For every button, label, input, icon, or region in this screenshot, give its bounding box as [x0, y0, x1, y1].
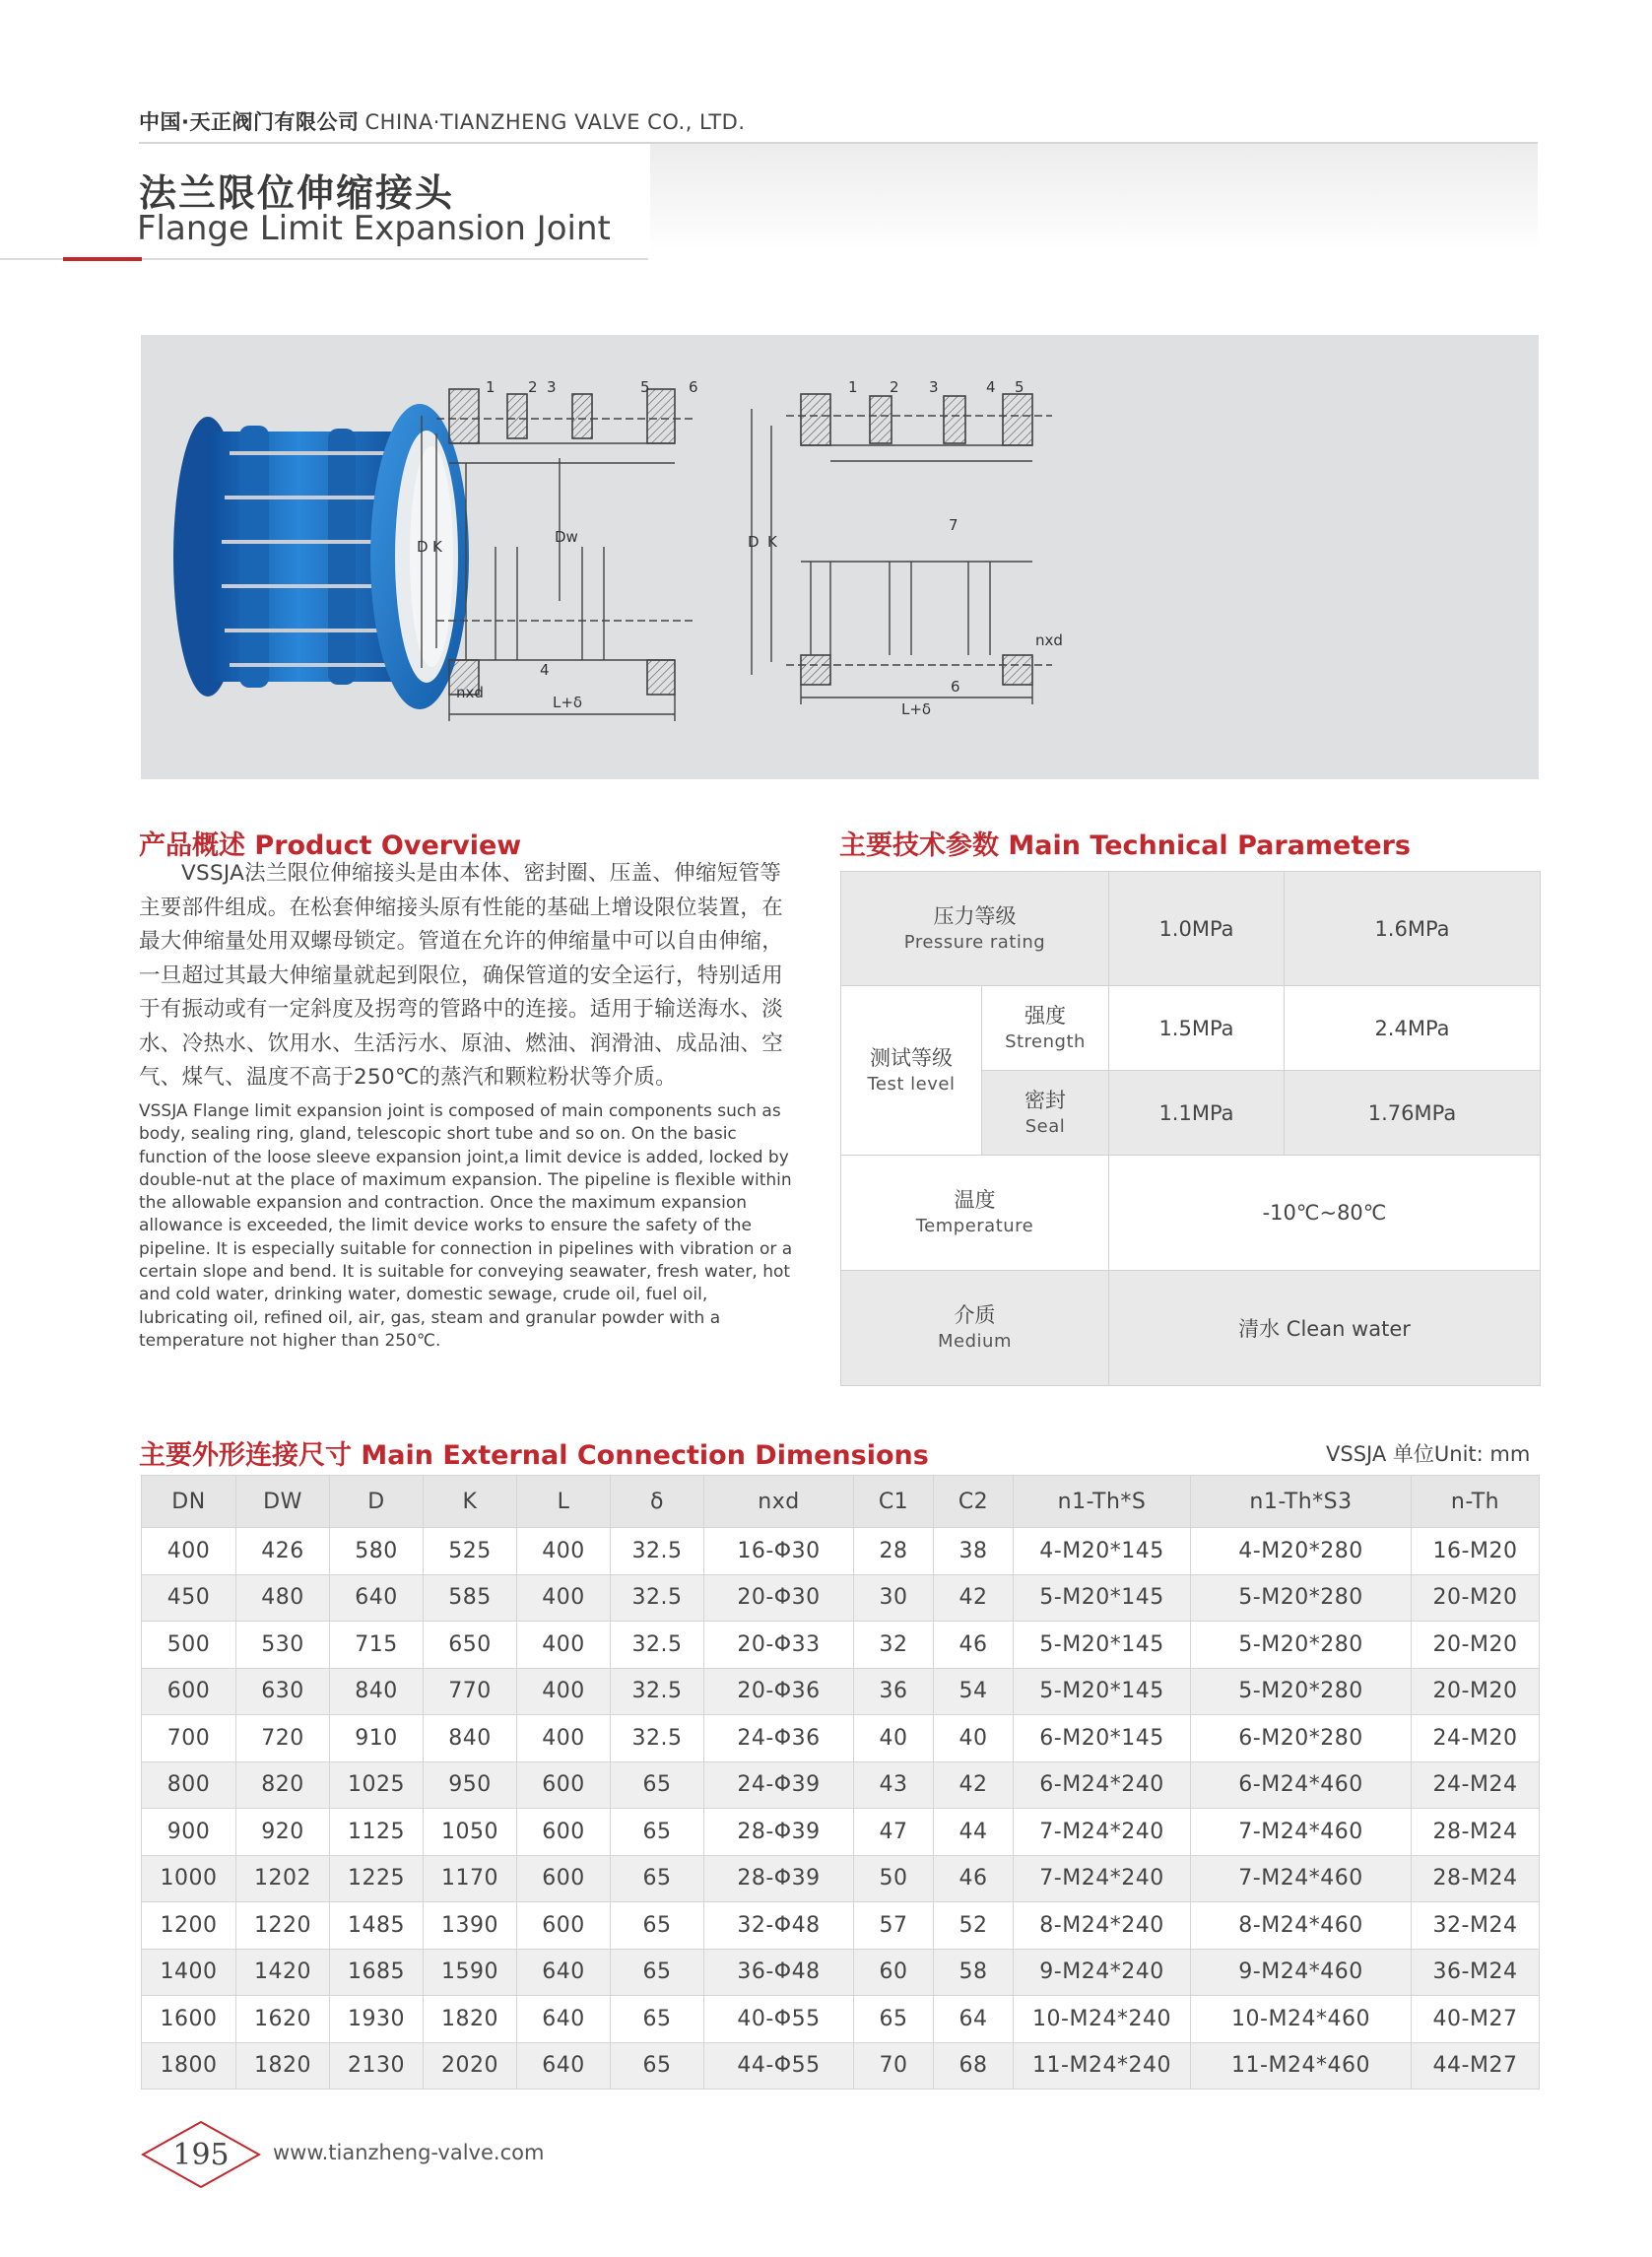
table-cell: 1050 — [424, 1809, 517, 1856]
table-cell: 32.5 — [611, 1574, 704, 1622]
table-row — [142, 1809, 1540, 1856]
table-cell: 5-M20*145 — [1014, 1574, 1191, 1622]
table-cell: 6-M24*240 — [1014, 1761, 1191, 1809]
left-label-Dw: Dw — [555, 528, 578, 546]
right-label-1: 1 — [848, 378, 858, 396]
dimensions-body — [142, 1528, 1540, 2090]
table-cell: 950 — [424, 1761, 517, 1809]
table-cell: 1600 — [142, 1996, 236, 2043]
table-cell: 64 — [934, 1996, 1014, 2043]
strength-en: Strength — [1005, 1030, 1086, 1052]
table-cell: 40-M27 — [1412, 1996, 1540, 2043]
column-header: K — [424, 1476, 517, 1528]
table-cell: 65 — [611, 1855, 704, 1902]
table-cell: 700 — [142, 1715, 236, 1762]
table-cell: 4-M20*145 — [1014, 1528, 1191, 1575]
table-cell: 20-M20 — [1412, 1622, 1540, 1669]
table-cell: 1220 — [236, 1902, 330, 1950]
medium-cn: 介质 — [954, 1303, 996, 1327]
table-cell: 580 — [330, 1528, 424, 1575]
table-cell: 20-Φ33 — [704, 1622, 854, 1669]
page-title-cn: 法兰限位伸缩接头 — [139, 171, 455, 215]
table-cell: 920 — [236, 1809, 330, 1856]
table-cell: 1590 — [424, 1949, 517, 1996]
header-shade — [650, 144, 1538, 252]
seal-value-1: 1.1MPa — [1109, 1071, 1285, 1156]
table-cell: 40-Φ55 — [704, 1996, 854, 2043]
table-cell: 32-M24 — [1412, 1902, 1540, 1950]
table-cell: 38 — [934, 1528, 1014, 1575]
table-cell: 44-Φ55 — [704, 2042, 854, 2090]
column-header: L — [517, 1476, 611, 1528]
table-row — [142, 1996, 1540, 2043]
table-cell: 400 — [517, 1574, 611, 1622]
table-cell: 40 — [854, 1715, 934, 1762]
table-cell: 525 — [424, 1528, 517, 1575]
table-cell: 7-M24*460 — [1191, 1809, 1412, 1856]
column-header: DN — [142, 1476, 236, 1528]
table-cell: 1400 — [142, 1949, 236, 1996]
seal-en: Seal — [1024, 1115, 1066, 1137]
left-label-3: 3 — [547, 378, 557, 396]
table-cell: 65 — [611, 1809, 704, 1856]
table-cell: 65 — [611, 2042, 704, 2090]
table-cell: 1620 — [236, 1996, 330, 2043]
left-label-4: 4 — [540, 661, 550, 679]
table-cell: 50 — [854, 1855, 934, 1902]
table-cell: 10-M24*240 — [1014, 1996, 1191, 2043]
table-row — [142, 1902, 1540, 1950]
table-row — [142, 2042, 1540, 2090]
table-cell: 46 — [934, 1855, 1014, 1902]
column-header: nxd — [704, 1476, 854, 1528]
table-cell: 400 — [517, 1668, 611, 1715]
overview-title: 产品概述 Product Overview — [139, 830, 522, 861]
medium-en: Medium — [938, 1331, 1012, 1352]
table-cell: 20-Φ30 — [704, 1574, 854, 1622]
website-url[interactable]: www.tianzheng-valve.com — [273, 2141, 545, 2164]
unit-label: VSSJA 单位Unit: mm — [1326, 1442, 1531, 1466]
strength-cn: 强度 — [1024, 1003, 1066, 1028]
table-cell: 70 — [854, 2042, 934, 2090]
left-label-2: 2 — [528, 378, 538, 396]
column-header: δ — [611, 1476, 704, 1528]
table-cell: 1125 — [330, 1809, 424, 1856]
table-cell: 65 — [854, 1996, 934, 2043]
strength-value-2: 2.4MPa — [1285, 986, 1541, 1071]
left-label-nxd: nxd — [456, 684, 484, 701]
table-cell: 600 — [517, 1855, 611, 1902]
table-cell: 820 — [236, 1761, 330, 1809]
table-cell: 11-M24*460 — [1191, 2042, 1412, 2090]
table-cell: 640 — [517, 2042, 611, 2090]
medium-label — [841, 1271, 1109, 1386]
table-cell: 7-M24*240 — [1014, 1855, 1191, 1902]
table-cell: 24-M24 — [1412, 1761, 1540, 1809]
right-label-K: K — [767, 533, 777, 551]
table-cell: 910 — [330, 1715, 424, 1762]
dimensions-title: 主要外形连接尺寸 Main External Connection Dimensions — [139, 1440, 929, 1471]
table-cell: 900 — [142, 1809, 236, 1856]
column-header: D — [330, 1476, 424, 1528]
table-cell: 630 — [236, 1668, 330, 1715]
left-label-6: 6 — [689, 378, 698, 396]
table-row — [142, 1855, 1540, 1902]
column-header: n1-Th*S3 — [1191, 1476, 1412, 1528]
table-row — [142, 1715, 1540, 1762]
seal-cn: 密封 — [1024, 1088, 1066, 1112]
product-illustration — [141, 335, 1539, 779]
table-cell: 600 — [517, 1809, 611, 1856]
table-cell: 585 — [424, 1574, 517, 1622]
table-cell: 32 — [854, 1622, 934, 1669]
table-cell: 9-M24*240 — [1014, 1949, 1191, 1996]
table-cell: 47 — [854, 1809, 934, 1856]
column-header: n1-Th*S — [1014, 1476, 1191, 1528]
pressure-value-2: 1.6MPa — [1285, 872, 1541, 986]
table-cell: 640 — [517, 1949, 611, 1996]
test-level-en: Test level — [867, 1073, 956, 1095]
table-cell: 1800 — [142, 2042, 236, 2090]
table-cell: 770 — [424, 1668, 517, 1715]
table-cell: 6-M20*145 — [1014, 1715, 1191, 1762]
table-cell: 500 — [142, 1622, 236, 1669]
table-cell: 65 — [611, 1949, 704, 1996]
table-cell: 28-M24 — [1412, 1809, 1540, 1856]
table-cell: 24-Φ36 — [704, 1715, 854, 1762]
table-row — [142, 1528, 1540, 1575]
strength-value-1: 1.5MPa — [1109, 986, 1285, 1071]
table-cell: 600 — [517, 1761, 611, 1809]
table-cell: 720 — [236, 1715, 330, 1762]
table-cell: 44 — [934, 1809, 1014, 1856]
table-row — [142, 1949, 1540, 1996]
table-cell: 57 — [854, 1902, 934, 1950]
table-cell: 600 — [142, 1668, 236, 1715]
table-cell: 10-M24*460 — [1191, 1996, 1412, 2043]
table-cell: 28 — [854, 1528, 934, 1575]
product-photo — [173, 404, 469, 709]
right-label-D: D — [748, 533, 760, 551]
table-cell: 58 — [934, 1949, 1014, 1996]
table-cell: 65 — [611, 1902, 704, 1950]
table-cell: 1170 — [424, 1855, 517, 1902]
table-row — [142, 1622, 1540, 1669]
table-cell: 1225 — [330, 1855, 424, 1902]
table-cell: 24-M20 — [1412, 1715, 1540, 1762]
pressure-rating-en: Pressure rating — [903, 931, 1046, 953]
table-cell: 65 — [611, 1761, 704, 1809]
table-cell: 32.5 — [611, 1528, 704, 1575]
table-cell: 36-Φ48 — [704, 1949, 854, 1996]
pressure-rating-cn: 压力等级 — [933, 903, 1017, 928]
table-cell: 7-M24*460 — [1191, 1855, 1412, 1902]
right-label-2: 2 — [890, 378, 899, 396]
table-cell: 32.5 — [611, 1668, 704, 1715]
table-cell: 16-Φ30 — [704, 1528, 854, 1575]
title-accent-bar — [63, 257, 142, 261]
seal-label — [982, 1071, 1109, 1156]
company-name — [139, 106, 746, 136]
table-cell: 400 — [517, 1622, 611, 1669]
overview-text-cn: VSSJA法兰限位伸缩接头是由本体、密封圈、压盖、伸缩短管等主要部件组成。在松套伸缩接头原有性能的基础上增设限位装置，在最大伸缩量处用双螺母锁定。管道在允许的伸缩量中可以自由伸缩，一旦超过其最大伸缩量就起到限位，确保管道的安全运行，特别适用于有振动或有一定斜度及拐弯的管路中的连接。适用于输送海水、淡水、冷热水、饮用水、生活污水、原油、燃油、润滑油、成品油、空气、煤气、温度不高于250℃的蒸汽和颗粒粉状等介质。 — [139, 861, 784, 1090]
table-cell: 5-M20*280 — [1191, 1622, 1412, 1669]
table-cell: 840 — [424, 1715, 517, 1762]
table-cell: 450 — [142, 1574, 236, 1622]
tech-params-table — [840, 871, 1541, 1386]
table-cell: 65 — [611, 1996, 704, 2043]
table-cell: 36 — [854, 1668, 934, 1715]
table-cell: 46 — [934, 1622, 1014, 1669]
column-header: DW — [236, 1476, 330, 1528]
overview-text-en: VSSJA Flange limit expansion joint is composed of main components such as body, sealing ring, gland, telescopic short tube and so on. On the basic function of the loose sleeve expansion joint,a limit device is added, locked by double-nut at the place of maximum expansion. The pipeline is flexible within the allowable expansion and contraction. Once the maximum expansion allowance is exceeded, the limit device works to ensure the safety of the pipeline. It is especially suitable for connection in pipelines with vibration or a certain slope and bend. It is suitable for conveying seawater, fresh water, hot and cold water, drinking water, domestic sewage, crude oil, fuel oil, lubricating oil, refined oil, air, gas, steam and granular powder with a temperature not higher than 250℃. — [139, 1101, 793, 1351]
technical-drawing-right — [752, 394, 1052, 704]
table-row — [142, 1574, 1540, 1622]
table-cell: 40 — [934, 1715, 1014, 1762]
left-label-1: 1 — [486, 378, 496, 396]
right-label-nxd: nxd — [1035, 631, 1063, 649]
page-number: 195 — [172, 2138, 230, 2172]
seal-value-2: 1.76MPa — [1285, 1071, 1541, 1156]
temperature-en: Temperature — [915, 1216, 1034, 1236]
table-cell: 400 — [517, 1528, 611, 1575]
column-header: C1 — [854, 1476, 934, 1528]
temperature-cn: 温度 — [954, 1188, 996, 1212]
table-cell: 1025 — [330, 1761, 424, 1809]
medium-value: 清水 Clean water — [1109, 1271, 1541, 1386]
page-title-en: Flange Limit Expansion Joint — [137, 209, 611, 248]
table-cell: 530 — [236, 1622, 330, 1669]
table-cell: 42 — [934, 1574, 1014, 1622]
table-cell: 1930 — [330, 1996, 424, 2043]
table-cell: 1820 — [424, 1996, 517, 2043]
table-cell: 480 — [236, 1574, 330, 1622]
table-cell: 5-M20*280 — [1191, 1668, 1412, 1715]
table-cell: 5-M20*280 — [1191, 1574, 1412, 1622]
table-cell: 1420 — [236, 1949, 330, 1996]
table-cell: 640 — [330, 1574, 424, 1622]
table-cell: 5-M20*145 — [1014, 1622, 1191, 1669]
table-cell: 16-M20 — [1412, 1528, 1540, 1575]
table-cell: 7-M24*240 — [1014, 1809, 1191, 1856]
table-cell: 400 — [142, 1528, 236, 1575]
table-cell: 650 — [424, 1622, 517, 1669]
product-image-panel — [141, 335, 1539, 779]
table-cell: 36-M24 — [1412, 1949, 1540, 1996]
table-cell: 30 — [854, 1574, 934, 1622]
table-cell: 2020 — [424, 2042, 517, 2090]
table-cell: 8-M24*460 — [1191, 1902, 1412, 1950]
table-cell: 1685 — [330, 1949, 424, 1996]
table-cell: 1820 — [236, 2042, 330, 2090]
table-cell: 1000 — [142, 1855, 236, 1902]
table-cell: 640 — [517, 1996, 611, 2043]
table-cell: 4-M20*280 — [1191, 1528, 1412, 1575]
table-cell: 8-M24*240 — [1014, 1902, 1191, 1950]
right-label-length: L+δ — [901, 700, 932, 718]
table-cell: 32.5 — [611, 1715, 704, 1762]
company-name-en: CHINA·TIANZHENG VALVE CO., LTD. — [364, 110, 746, 134]
table-cell: 43 — [854, 1761, 934, 1809]
right-label-4: 4 — [986, 378, 996, 396]
column-header: n-Th — [1412, 1476, 1540, 1528]
table-cell: 28-Φ39 — [704, 1809, 854, 1856]
table-cell: 1202 — [236, 1855, 330, 1902]
left-label-5: 5 — [640, 378, 650, 396]
table-cell: 20-M20 — [1412, 1668, 1540, 1715]
table-cell: 60 — [854, 1949, 934, 1996]
table-cell: 9-M24*460 — [1191, 1949, 1412, 1996]
pressure-value-1: 1.0MPa — [1109, 872, 1285, 986]
table-cell: 52 — [934, 1902, 1014, 1950]
right-label-3: 3 — [929, 378, 939, 396]
table-cell: 20-Φ36 — [704, 1668, 854, 1715]
left-label-K: K — [432, 538, 442, 556]
pressure-rating-label — [841, 872, 1109, 986]
table-cell: 5-M20*145 — [1014, 1668, 1191, 1715]
right-label-7: 7 — [949, 516, 958, 534]
table-cell: 6-M24*460 — [1191, 1761, 1412, 1809]
dimensions-table — [141, 1475, 1540, 2090]
temperature-label — [841, 1156, 1109, 1271]
table-cell: 600 — [517, 1902, 611, 1950]
left-label-D: D — [417, 538, 429, 556]
table-cell: 42 — [934, 1761, 1014, 1809]
table-cell: 800 — [142, 1761, 236, 1809]
table-cell: 32.5 — [611, 1622, 704, 1669]
table-cell: 1390 — [424, 1902, 517, 1950]
table-cell: 32-Φ48 — [704, 1902, 854, 1950]
table-cell: 28-M24 — [1412, 1855, 1540, 1902]
table-cell: 1200 — [142, 1902, 236, 1950]
left-label-length: L+δ — [553, 694, 583, 711]
strength-label — [982, 986, 1109, 1071]
table-cell: 54 — [934, 1668, 1014, 1715]
table-cell: 11-M24*240 — [1014, 2042, 1191, 2090]
table-row — [142, 1761, 1540, 1809]
table-cell: 44-M27 — [1412, 2042, 1540, 2090]
right-label-6: 6 — [951, 678, 960, 696]
table-cell: 28-Φ39 — [704, 1855, 854, 1902]
temperature-value: -10℃~80℃ — [1109, 1156, 1541, 1271]
table-cell: 2130 — [330, 2042, 424, 2090]
right-label-5: 5 — [1015, 378, 1024, 396]
table-cell: 6-M20*280 — [1191, 1715, 1412, 1762]
tech-params-title: 主要技术参数 Main Technical Parameters — [839, 830, 1411, 861]
company-name-cn: 中国·天正阀门有限公司 — [139, 110, 360, 134]
table-cell: 400 — [517, 1715, 611, 1762]
column-header: C2 — [934, 1476, 1014, 1528]
table-cell: 715 — [330, 1622, 424, 1669]
table-cell: 1485 — [330, 1902, 424, 1950]
table-cell: 840 — [330, 1668, 424, 1715]
table-row — [142, 1668, 1540, 1715]
table-cell: 426 — [236, 1528, 330, 1575]
table-cell: 68 — [934, 2042, 1014, 2090]
dimensions-header-row — [142, 1476, 1540, 1528]
test-level-cn: 测试等级 — [870, 1045, 953, 1070]
test-level-label — [841, 986, 982, 1156]
table-cell: 20-M20 — [1412, 1574, 1540, 1622]
table-cell: 24-Φ39 — [704, 1761, 854, 1809]
